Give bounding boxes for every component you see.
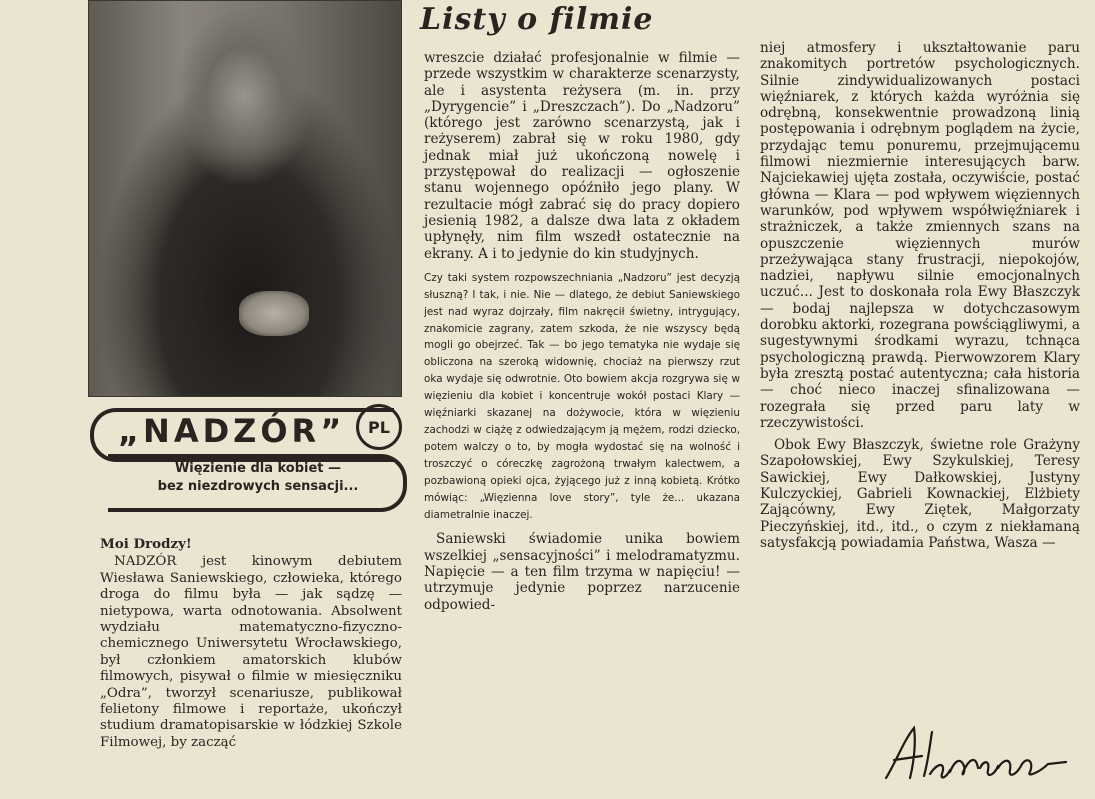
column2-paragraph-1: wreszcie działać profesjonalnie w filmie — przede wszystkim w charakterze scenarzysty, ale i asystenta reżysera (m. in. przy „Dyrygencie” i „Dreszczach”). Do „Nadzoru” (którego jest zarówno scenarzystą, jak i reżyserem) zabrał się w roku 1980, gdy jednak miał już ukończoną nowelę i przystępował do realizacji — ogłoszenie stanu wojennego opóźniło jego plany. W rezultacie mógł zabrać się do pracy dopiero jesienią 1982, a dalsze dwa lata z okładem upłynęły, nim film wszedł ostatecznie na ekrany. A i to jedynie do kin studyjnych. [424, 50, 740, 262]
country-badge: PL [356, 404, 402, 450]
article-column-1 [100, 536, 402, 751]
film-title-banner [88, 402, 408, 512]
column2-paragraph-2: Saniewski świadomie unika bowiem wszelkiej „sensacyjności” i melodramatyzmu. Napięcie — a ten film trzyma w napięciu! — utrzymuje jedynie poprzez narzucenie odpowied- [424, 531, 740, 613]
subtitle-line-2: bez niezdrowych sensacji... [157, 479, 359, 494]
photo-hands-detail [239, 291, 309, 336]
handwritten-signature [880, 722, 1070, 784]
column1-body: NADZÓR jest kinowym debiutem Wiesława Saniewskiego, człowieka, którego droga do filmu była — jak sądzę — nietypowa, warta odnotowania. Absolwent wydziału matematyczno-fizyczno-chemicznego Uniwersytetu Wrocławskiego, był członkiem amatorskich klubów filmowych, pisywał o filmie w miesięczniku „Odra”, tworzył scenariusze, publikował felietony filmowe i reportaże, ukończył studium dramatopisarskie w łódzkiej Szkole Filmowej, by zacząć [100, 554, 402, 750]
signature-drawing [880, 722, 1070, 784]
actress-photo [88, 0, 402, 397]
article-column-3 [760, 40, 1080, 551]
film-subtitle [128, 460, 388, 496]
column3-paragraph-2: Obok Ewy Błaszczyk, świetne role Grażyny Szapołowskiej, Ewy Szykulskiej, Teresy Sawickiej, Ewy Dałkowskiej, Justyny Kulczyckiej, Gabrieli Kownackiej, Elżbiety Zającówny, Ewy Ziętek, Małgorzaty Pieczyńskiej, itd., itd., o czym z niekłamaną satysfakcją powiadamia Państwa, Wasza — [760, 437, 1080, 551]
article-column-2 [424, 50, 740, 613]
column2-small-print: Czy taki system rozpowszechniania „Nadzoru” jest decyzją słuszną? I tak, i nie. Nie — dlatego, że debiut Saniewskiego jest nad wyraz dojrzały, film nakręcił świetny, intrygujący, znakomicie zagrany, zatem szkoda, że nie wszyscy będą mogli go obejrzeć. Tak — bo jego tematyka nie wydaje się obliczona na szeroką widownię, chociaż na pierwszy rzut oka wydaje się odwrotnie. Oto bowiem akcja rozgrywa się w więzieniu dla kobiet i koncentruje wokół postaci Klary — więźniarki skazanej na dożywocie, która w więzieniu zachodzi w ciążę z odwiedzającym ją mężem, rodzi dziecko, potem walczy o to, by mogła wydostać się na wolność i troszczyć o córeczkę zagrożoną trwałym kalectwem, a pozbawioną opieki ojca, żyjącego już z inną kobietą. Krótko mówiąc: „Więzienna love story”, tyle że... ukazana diametralnie inaczej. [424, 271, 740, 521]
film-title: „NADZÓR” [118, 412, 346, 450]
series-title: Listy o filmie [420, 2, 654, 37]
subtitle-line-1: Więzienie dla kobiet — [174, 461, 342, 476]
column3-paragraph-1: niej atmosfery i ukształtowanie paru znakomitych portretów psychologicznych. Silnie zindywidualizowanych postaci więźniarek, z których każda wyróżnia się odrębną, konsekwentnie prowadzoną linią postępowania i odrębnym poglądem na życie, przydając temu ponuremu, przejmującemu filmowi niezmiernie interesujących barw. Najciekawiej ujęta została, oczywiście, postać główna — Klara — pod wpływem więziennych warunków, pod wpływem współwięźniarek i strażniczek, a także zmiennych szans na opuszczenie więziennych murów przeżywająca stany frustracji, niepokojów, nadziei, napływu silnie emocjonalnych uczuć... Jest to doskonała rola Ewy Błaszczyk — bodaj najlepsza w dotychczasowym dorobku aktorki, rozegrana powściągliwymi, a sugestywnymi środkami wyrazu, tchnąca psychologiczną prawdą. Pierwowzorem Klary była zresztą postać autentyczna; cała historia — choć nieco inaczej sfinalizowana — rozegrała się przed paru laty w rzeczywistości. [760, 40, 1080, 431]
greeting: Moi Drodzy! [100, 536, 192, 552]
